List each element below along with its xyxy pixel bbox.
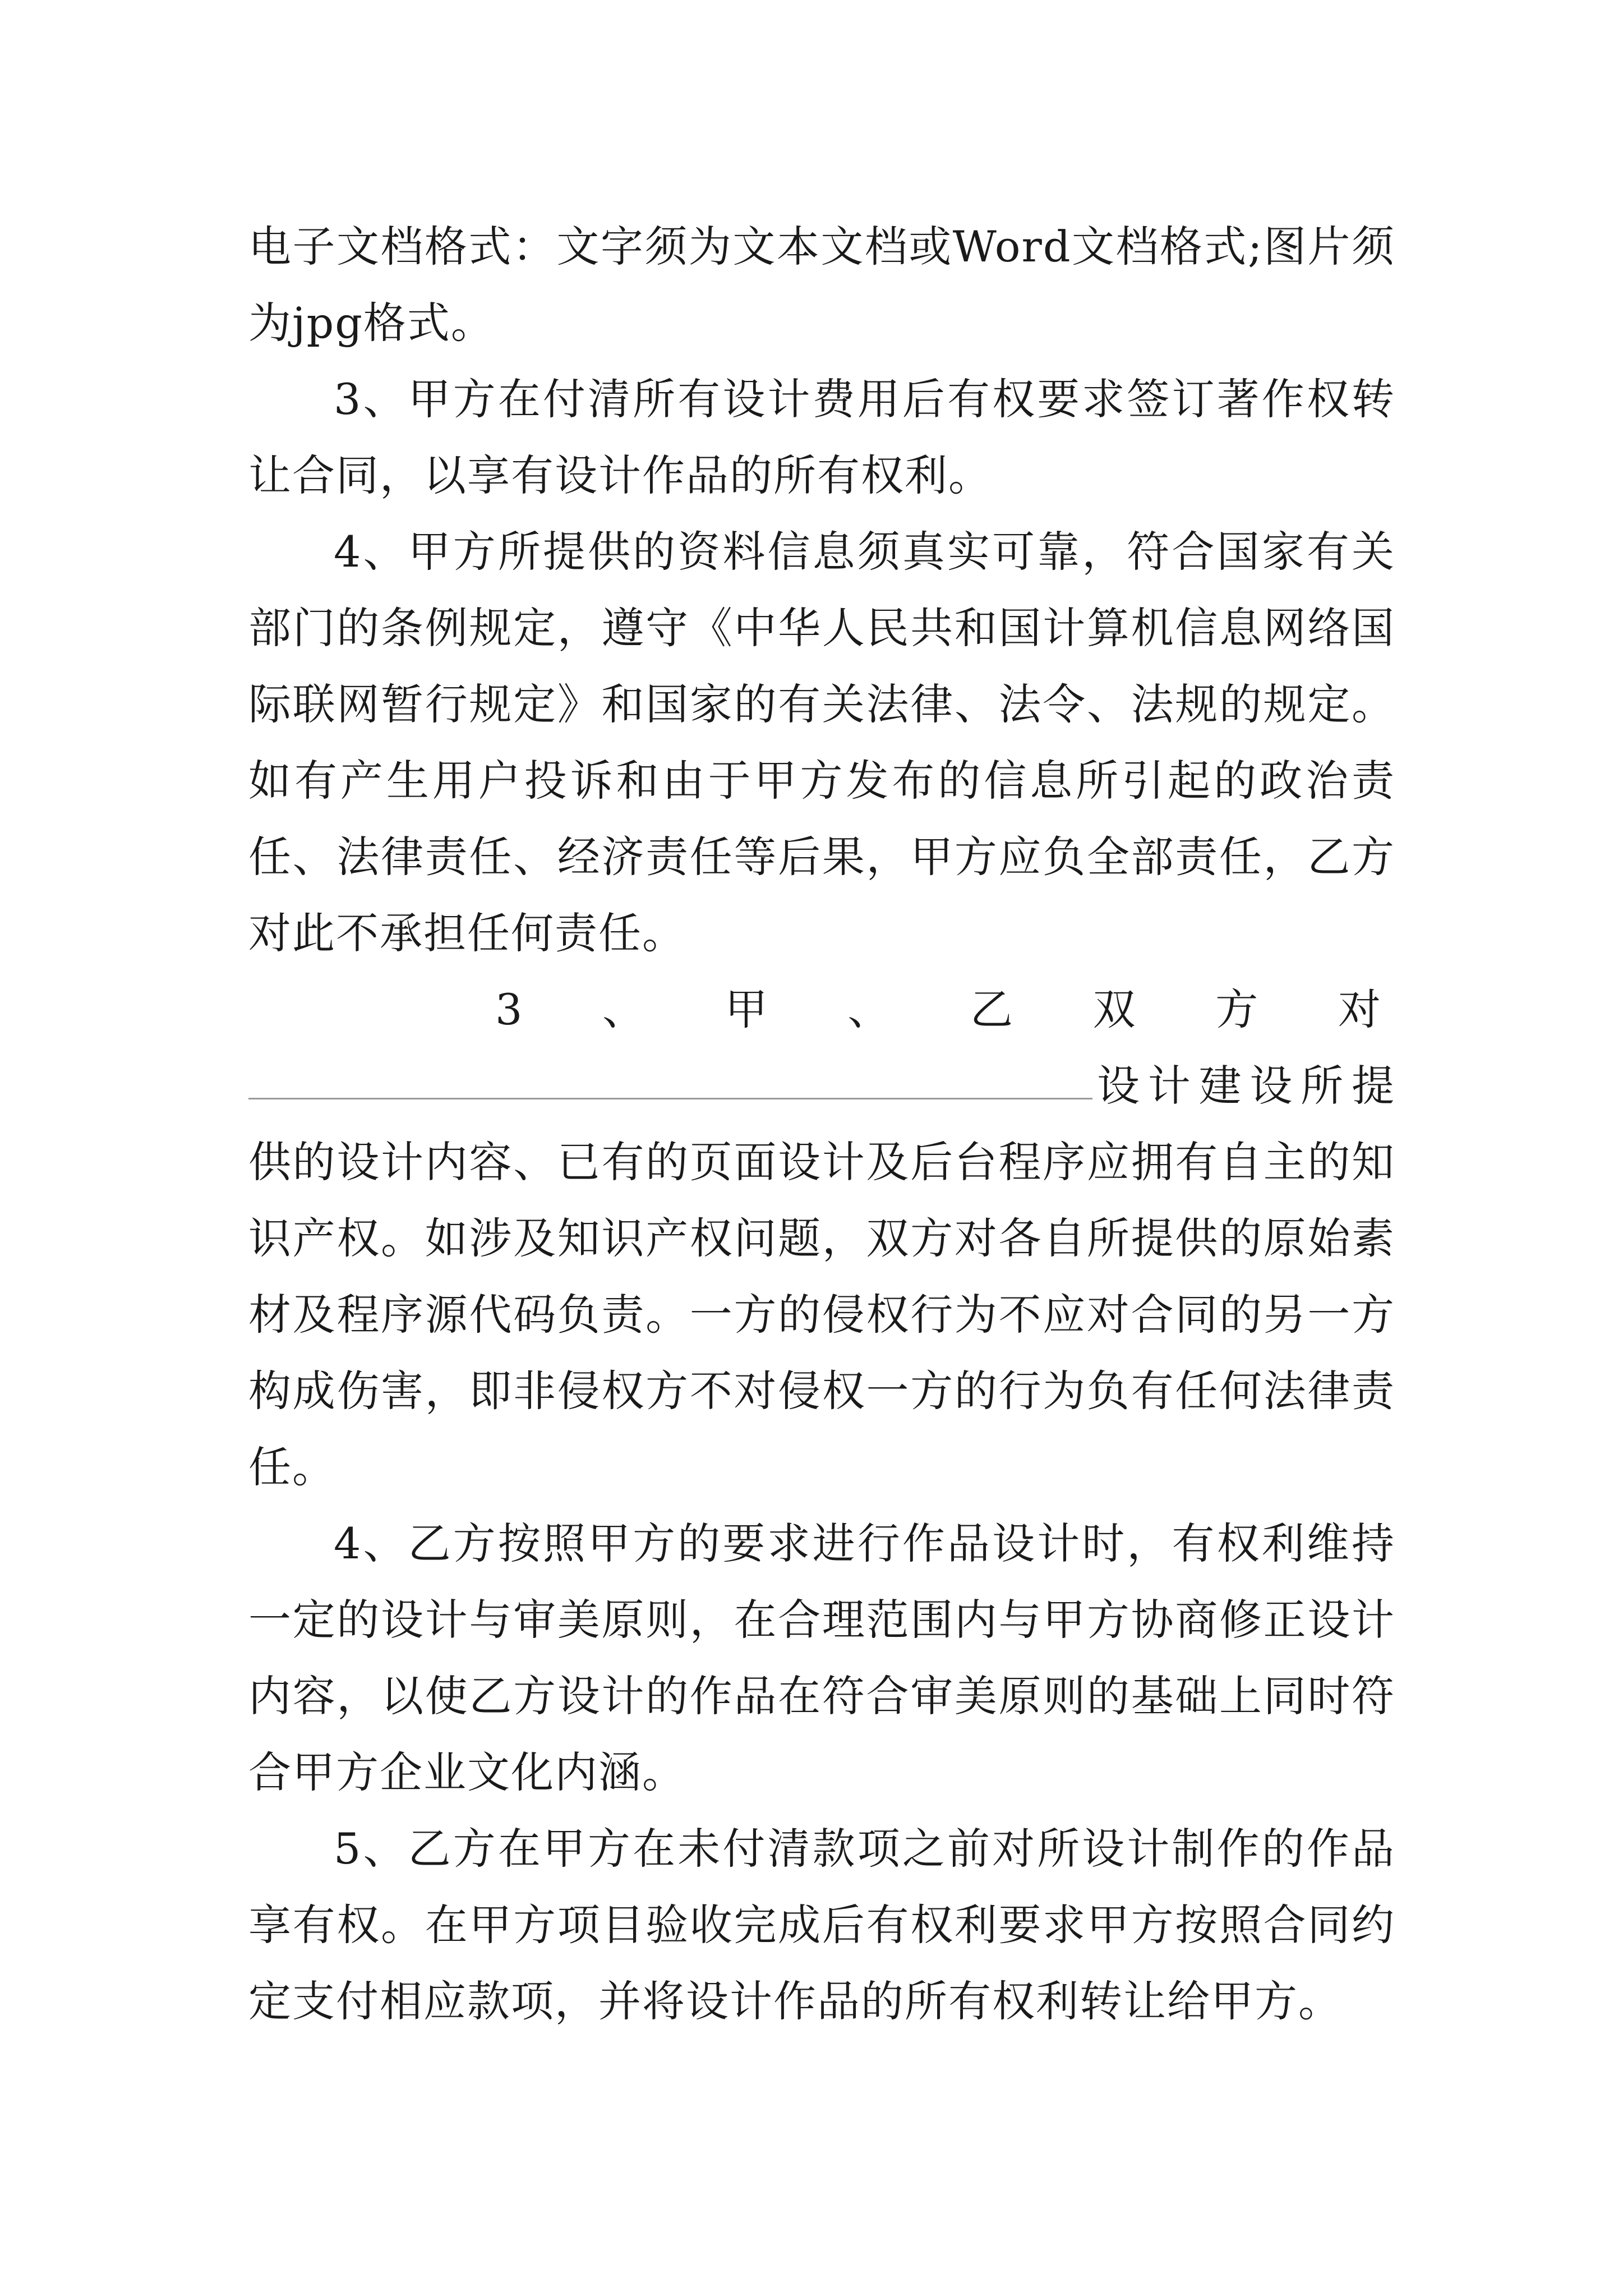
intellectual-property-heading-line (248, 972, 1395, 1048)
paragraph-party-a-information-liability: 4、甲方所提供的资料信息须真实可靠，符合国家有关部门的条例规定，遵守《中华人民共和国计算机信息网络国际联网暂行规定》和国家的有关法律、法令、法规的规定。如有产生用户投诉和由于甲方发布的信息所引起的政治责任、法律责任、经济责任等后果，甲方应负全部责任，乙方对此不承担任何责任。 (248, 527, 1395, 958)
heading-char: 对 (1338, 984, 1382, 1034)
tail-char: 建 (1198, 1061, 1243, 1111)
paragraph-design-principles: 4、乙方按照甲方的要求进行作品设计时，有权利维持一定的设计与审美原则，在合理范围内与甲方协商修正设计内容，以使乙方设计的作品在符合审美原则的基础上同时符合甲方企业文化内涵。 (248, 1519, 1395, 1797)
paragraph-copyright-transfer: 3、甲方在付清所有设计费用后有权要求签订著作权转让合同，以享有设计作品的所有权利。 (248, 374, 1395, 500)
tail-char: 所 (1301, 1061, 1345, 1111)
heading-char: 甲 (725, 984, 769, 1034)
heading-char: 方 (1215, 984, 1260, 1034)
paragraph-payment-rights: 5、乙方在甲方在未付清款项之前对所设计制作的作品享有权。在甲方项目验收完成后有权利要求甲方按照合同约定支付相应款项，并将设计作品的所有权利转让给甲方。 (248, 1824, 1395, 2026)
heading-char: 3 (495, 984, 524, 1034)
heading-char: 、 (847, 984, 892, 1034)
tail-char: 设 (1097, 1061, 1141, 1111)
tail-char: 提 (1351, 1061, 1395, 1111)
fill-in-blank (248, 1098, 1092, 1099)
paragraph-file-format: 电子文档格式：文字须为文本文档或Word文档格式;图片须为jpg格式。 (248, 222, 1395, 348)
heading-char: 、 (602, 984, 647, 1034)
tail-char: 设 (1249, 1061, 1294, 1111)
intellectual-property-body: 供的设计内容、已有的页面设计及后台程序应拥有自主的知识产权。如涉及知识产权问题，双方对各自所提供的原始素材及程序源代码负责。一方的侵权行为不应对合同的另一方构成伤害，即非侵权方不对侵权一方的行为负有任何法律责任。 (248, 1137, 1395, 1492)
fill-in-blank-line (248, 1048, 1395, 1124)
blank-tail-text (1097, 1048, 1395, 1124)
heading-char: 乙 (970, 984, 1014, 1034)
heading-char: 双 (1092, 984, 1137, 1034)
paragraph-intellectual-property (248, 972, 1395, 1506)
tail-char: 计 (1147, 1061, 1192, 1111)
document-page (248, 209, 1395, 2040)
